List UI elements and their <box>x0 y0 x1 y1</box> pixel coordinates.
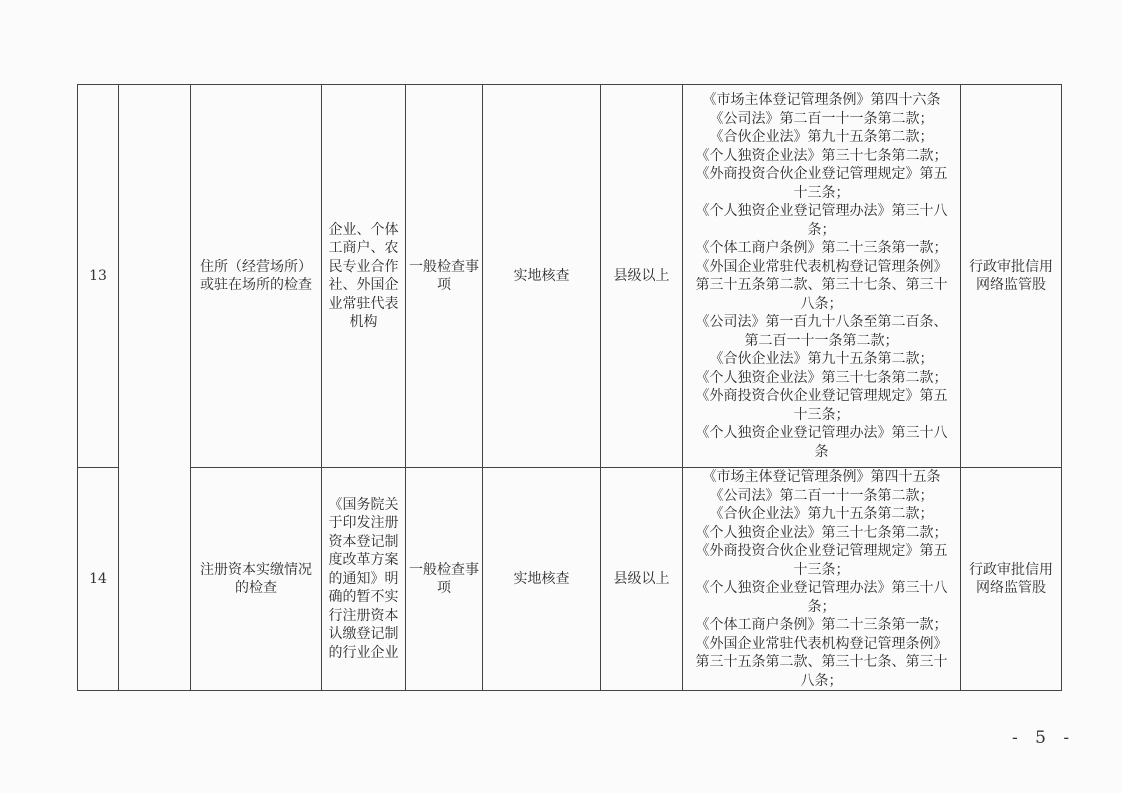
legal-basis-line: 《外商投资合伙企业登记管理规定》第五 <box>695 543 948 559</box>
merged-category-cell <box>119 85 191 691</box>
legal-basis-line: 《市场主体登记管理条例》第四十五条 <box>702 469 941 485</box>
legal-basis-line: 《外商投资合伙企业登记管理规定》第五 <box>695 166 948 182</box>
legal-basis-line: 条 <box>814 443 829 460</box>
inspection-level-cell: 县级以上 <box>601 468 683 691</box>
table-row <box>78 85 1062 468</box>
legal-basis-line: 《个人独资企业登记管理办法》第三十八 <box>695 203 948 219</box>
table-row <box>78 468 1062 691</box>
inspection-item-cell: 住所（经营场所）或驻在场所的检查 <box>191 85 322 468</box>
inspection-method-cell: 实地核查 <box>483 468 601 691</box>
legal-basis-line: 《外国企业常驻代表机构登记管理条例》 <box>695 635 948 652</box>
legal-basis-line: 《个人独资企业法》第三十七条第二款； <box>695 147 948 164</box>
legal-basis-line: 十三条； <box>793 406 850 423</box>
inspection-objects-cell: 《国务院关于印发注册资本登记制度改革方案的通知》明确的暂不实行注册资本认缴登记制的行业企业 <box>322 468 406 691</box>
inspection-item-cell: 注册资本实缴情况的检查 <box>191 468 322 691</box>
responsible-department-cell: 行政审批信用网络监管股 <box>961 85 1062 468</box>
legal-basis-cell <box>683 85 961 468</box>
row-number-cell: 14 <box>78 468 119 691</box>
legal-basis-line: 《合伙企业法》第九十五条第二款； <box>709 351 934 367</box>
legal-basis-line: 十三条； <box>793 561 850 578</box>
legal-basis-line: 八条； <box>800 295 843 312</box>
legal-basis-line: 八条； <box>800 672 843 689</box>
legal-basis-line: 《外国企业常驻代表机构登记管理条例》 <box>695 258 948 275</box>
inspection-objects-cell: 企业、个体工商户、农民专业合作社、外国企业常驻代表机构 <box>322 85 406 468</box>
legal-basis-line: 第三十五条第二款、第三十七条、第三十 <box>695 277 948 293</box>
inspection-level-cell: 县级以上 <box>601 85 683 468</box>
inspection-items-table <box>77 84 1062 691</box>
legal-basis-line: 《合伙企业法》第九十五条第二款； <box>709 506 934 522</box>
legal-basis-line: 《公司法》第一百九十八条至第二百条、 <box>695 314 948 330</box>
legal-basis-line: 《个人独资企业登记管理办法》第三十八 <box>695 425 948 441</box>
legal-basis-line: 《公司法》第二百一十一条第二款； <box>709 487 934 504</box>
legal-basis-line: 《个体工商户条例》第二十三条第一款； <box>695 617 948 633</box>
item-category-cell: 一般检查事项 <box>406 468 483 691</box>
legal-basis-line: 条； <box>807 598 836 615</box>
inspection-method-cell: 实地核查 <box>483 85 601 468</box>
legal-basis-line: 条； <box>807 221 836 238</box>
legal-basis-line: 第二百一十一条第二款； <box>744 332 899 349</box>
legal-basis-cell <box>683 468 961 691</box>
row-number-cell: 13 <box>78 85 119 468</box>
legal-basis-line: 《个体工商户条例》第二十三条第一款； <box>695 240 948 256</box>
legal-basis-line: 《个人独资企业法》第三十七条第二款； <box>695 524 948 541</box>
legal-basis-line: 《公司法》第二百一十一条第二款； <box>709 110 934 127</box>
legal-basis-line: 《个人独资企业登记管理办法》第三十八 <box>695 580 948 596</box>
legal-basis-line: 《合伙企业法》第九十五条第二款； <box>709 129 934 145</box>
legal-basis-line: 《市场主体登记管理条例》第四十六条 <box>702 92 941 108</box>
item-category-cell: 一般检查事项 <box>406 85 483 468</box>
legal-basis-line: 第三十五条第二款、第三十七条、第三十 <box>695 654 948 670</box>
page-number: - 5 - <box>1012 728 1076 748</box>
legal-basis-line: 《外商投资合伙企业登记管理规定》第五 <box>695 388 948 404</box>
responsible-department-cell: 行政审批信用网络监管股 <box>961 468 1062 691</box>
legal-basis-line: 《个人独资企业法》第三十七条第二款； <box>695 369 948 386</box>
legal-basis-line: 十三条； <box>793 184 850 201</box>
